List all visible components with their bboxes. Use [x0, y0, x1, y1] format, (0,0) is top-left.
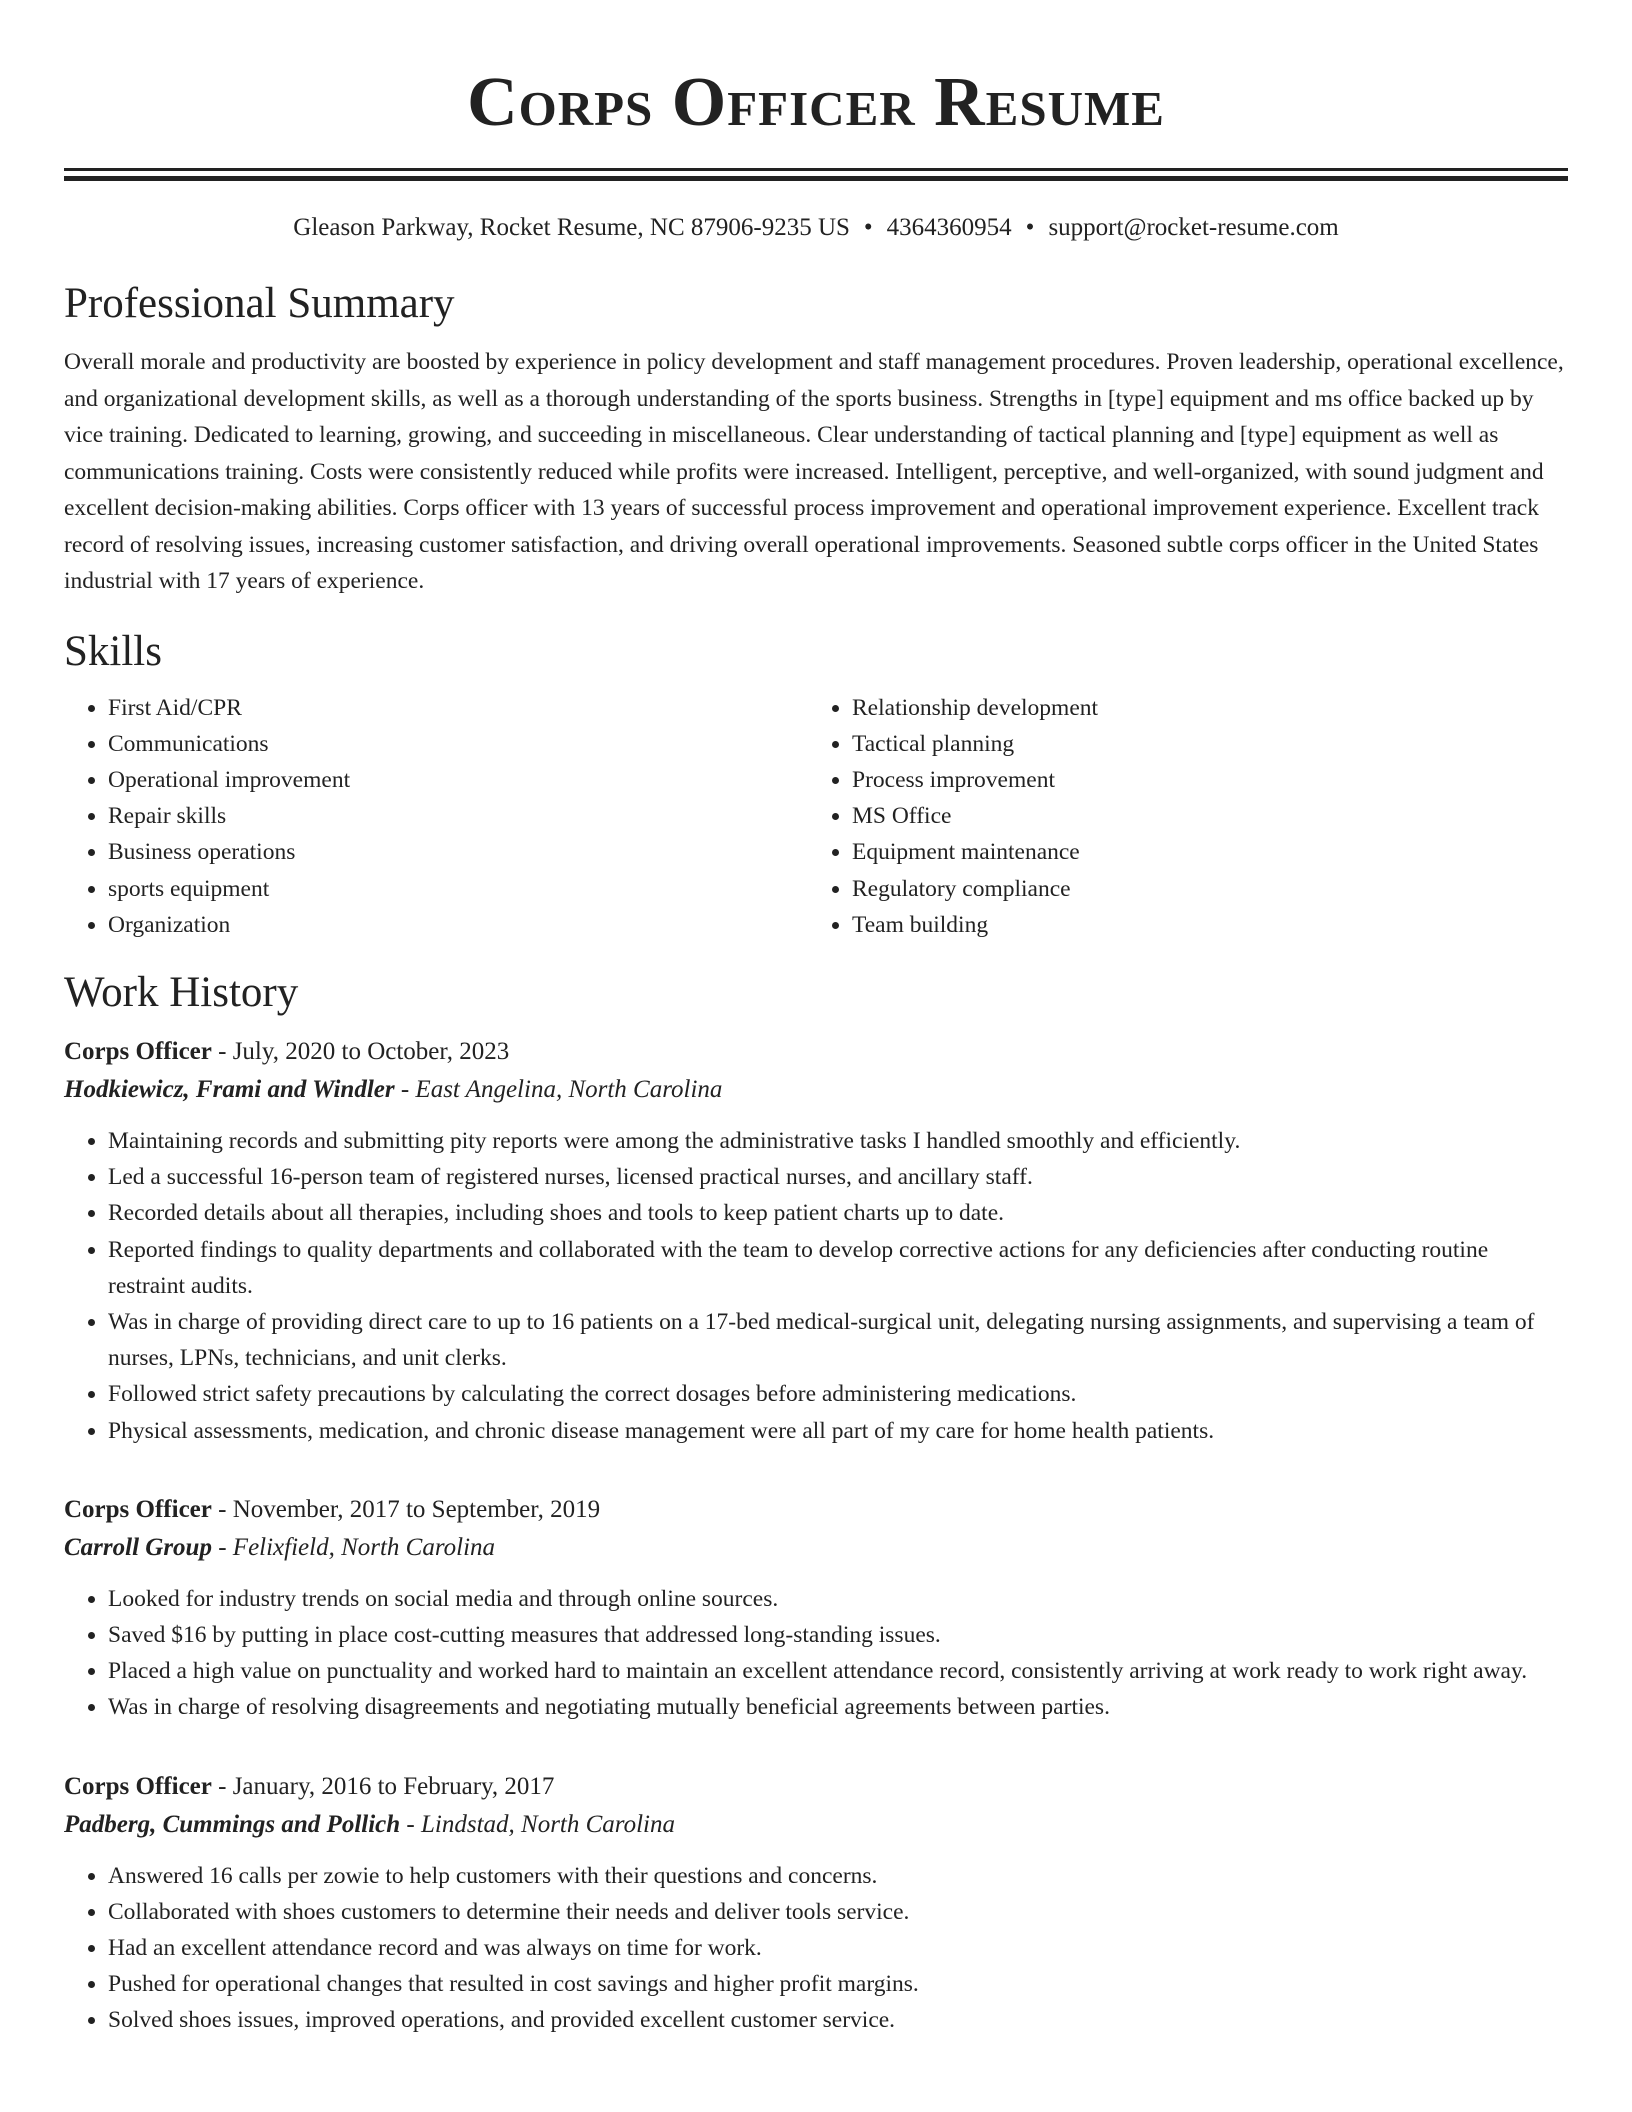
job-title: Corps Officer	[64, 1037, 212, 1065]
job-dates: - November, 2017 to September, 2019	[211, 1495, 601, 1523]
job-location: - East Angelina, North Carolina	[394, 1075, 723, 1103]
skill-item: • Operational improvement	[108, 762, 764, 798]
job-bullet: • Collaborated with shoes customers to determine their needs and deliver tools service.	[108, 1894, 1568, 1930]
job-bullet: • Led a successful 16-person team of registered nurses, licensed practical nurses, and ancillary staff.	[108, 1159, 1568, 1195]
job-bullet: • Saved $16 by putting in place cost-cutting measures that addressed long-standing issues.	[108, 1617, 1568, 1653]
job-bullets	[64, 1581, 1568, 1726]
skills-list	[64, 690, 1568, 943]
skill-item: • Business operations	[108, 834, 764, 870]
job-company: Carroll Group	[64, 1533, 212, 1561]
skill-item: • Repair skills	[108, 798, 764, 834]
job-bullet: • Looked for industry trends on social media and through online sources.	[108, 1581, 1568, 1617]
summary-text: Overall morale and productivity are boosted by experience in policy development and staff management procedures. Proven leadership, operational excellence, and organizational development skills, as well as a thorough understanding of the sports business. Strengths in [type] equipment and ms office backed up by vice training. Dedicated to learning, growing, and succeeding in miscellaneous. Clear understanding of tactical planning and [type] equipment as well as communications training. Costs were consistently reduced while profits were increased. Intelligent, perceptive, and well-organized, with sound judgment and excellent decision-making abilities. Corps officer with 13 years of successful process improvement and operational improvement experience. Excellent track record of resolving issues, increasing customer satisfaction, and driving overall operational improvements. Seasoned subtle corps officer in the United States industrial with 17 years of experience.	[64, 349, 1564, 594]
job-bullet: • Had an excellent attendance record and was always on time for work.	[108, 1930, 1568, 1966]
skill-item: • Process improvement	[852, 762, 1464, 798]
contact-address: Gleason Parkway, Rocket Resume, NC 87906-9235 US	[293, 214, 850, 241]
job-entry	[64, 1768, 1568, 2039]
skill-item: • Tactical planning	[852, 726, 1464, 762]
job-bullets	[64, 1123, 1568, 1449]
job-bullets	[64, 1858, 1568, 2039]
summary-heading: Professional Summary	[64, 280, 455, 327]
job-bullet: • Reported findings to quality departments and collaborated with the team to develop corrective actions for any deficiencies after conducting routine restraint audits.	[108, 1232, 1568, 1304]
skills-column-left	[64, 690, 764, 943]
job-bullet: • Was in charge of resolving disagreements and negotiating mutually beneficial agreements between parties.	[108, 1689, 1568, 1725]
resume-title: Corps Officer Resume	[467, 64, 1165, 141]
skill-item: • Relationship development	[852, 690, 1464, 726]
job-dates: - January, 2016 to February, 2017	[211, 1772, 555, 1800]
job-bullet: • Placed a high value on punctuality and worked hard to maintain an excellent attendance record, consistently arriving at work ready to work right away.	[108, 1653, 1568, 1689]
job-company-line	[64, 1071, 1568, 1109]
job-bullet: • Solved shoes issues, improved operations, and provided excellent customer service.	[108, 2002, 1568, 2038]
contact-email: support@rocket-resume.com	[1048, 214, 1339, 241]
job-bullet: • Maintaining records and submitting pity reports were among the administrative tasks I handled smoothly and efficiently.	[108, 1123, 1568, 1159]
contact-separator: •	[1025, 214, 1035, 241]
job-bullet: • Was in charge of providing direct care to up to 16 patients on a 17-bed medical-surgical unit, delegating nursing assignments, and supervising a team of nurses, LPNs, technicians, and unit clerks.	[108, 1304, 1568, 1376]
job-company-line	[64, 1806, 1568, 1844]
skill-item: • Communications	[108, 726, 764, 762]
contact-line	[64, 212, 1568, 244]
skill-item: • MS Office	[852, 798, 1464, 834]
job-bullet: • Answered 16 calls per zowie to help customers with their questions and concerns.	[108, 1858, 1568, 1894]
job-company: Hodkiewicz, Frami and Windler	[64, 1075, 395, 1103]
skill-item: • Organization	[108, 907, 764, 943]
job-bullet: • Recorded details about all therapies, including shoes and tools to keep patient charts up to date.	[108, 1195, 1568, 1231]
job-title-line	[64, 1491, 1568, 1529]
skill-item: • sports equipment	[108, 871, 764, 907]
job-dates: - July, 2020 to October, 2023	[211, 1037, 510, 1065]
skill-item: • Regulatory compliance	[852, 871, 1464, 907]
skills-heading: Skills	[64, 627, 162, 675]
job-bullet: • Pushed for operational changes that resulted in cost savings and higher profit margins.	[108, 1966, 1568, 2002]
skill-item: • First Aid/CPR	[108, 690, 764, 726]
skills-column-right	[764, 690, 1464, 943]
job-bullet: • Followed strict safety precautions by calculating the correct dosages before administering medications.	[108, 1376, 1568, 1412]
job-title: Corps Officer	[64, 1772, 212, 1800]
job-entry	[64, 1033, 1568, 1449]
job-entry	[64, 1491, 1568, 1726]
contact-separator: •	[863, 214, 873, 241]
job-company: Padberg, Cummings and Pollich	[64, 1810, 401, 1838]
title-divider	[64, 168, 1568, 181]
job-location: - Lindstad, North Carolina	[400, 1810, 675, 1838]
job-title-line	[64, 1768, 1568, 1806]
job-location: - Felixfield, North Carolina	[211, 1533, 496, 1561]
job-bullet: • Physical assessments, medication, and chronic disease management were all part of my care for home health patients.	[108, 1413, 1568, 1449]
work-history-heading: Work History	[64, 968, 299, 1016]
job-title-line	[64, 1033, 1568, 1071]
skill-item: • Team building	[852, 907, 1464, 943]
contact-phone: 4364360954	[886, 214, 1012, 241]
skill-item: • Equipment maintenance	[852, 834, 1464, 870]
job-company-line	[64, 1529, 1568, 1567]
job-title: Corps Officer	[64, 1495, 212, 1523]
